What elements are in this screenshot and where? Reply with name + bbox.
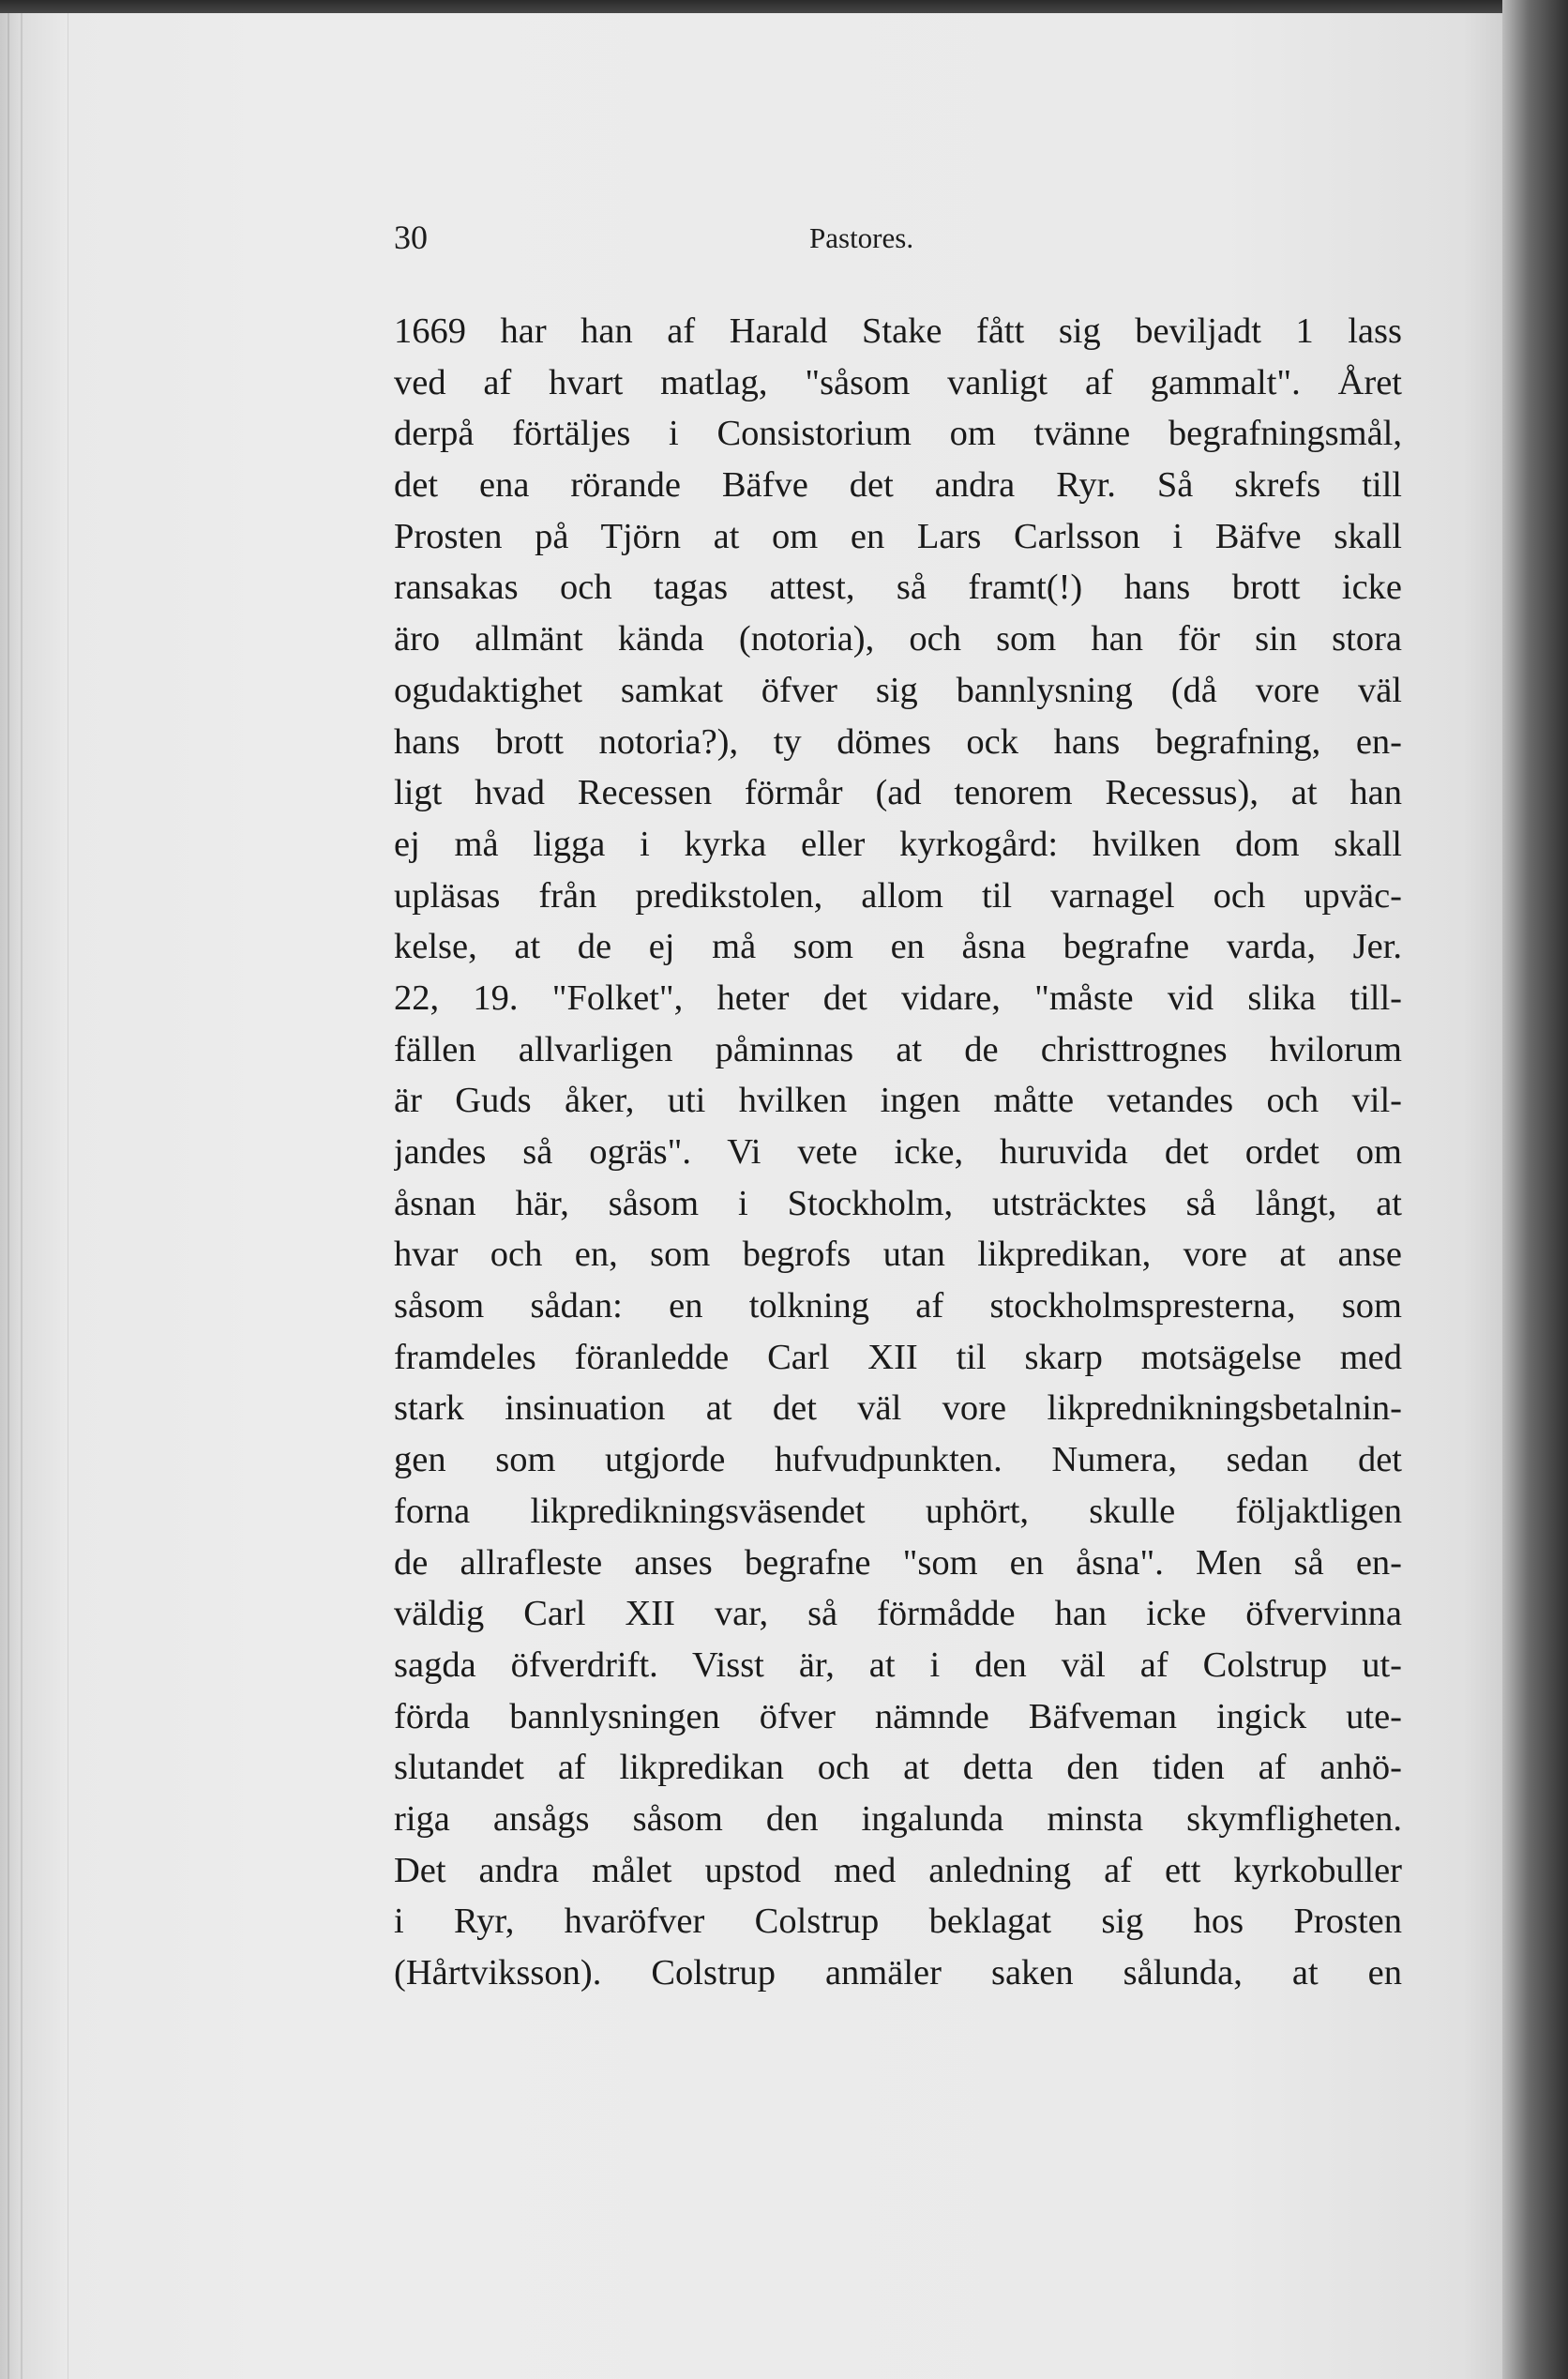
running-head: Pastores.	[809, 221, 914, 254]
text-line: ej må ligga i kyrka eller kyrkogård: hvilken dom skall	[394, 824, 1402, 864]
text-line: åsnan här, såsom i Stockholm, utsträcktes så långt, at	[394, 1183, 1402, 1223]
text-line: derpå förtäljes i Consistorium om tvänne begrafningsmål,	[394, 414, 1402, 454]
text-line: framdeles föranledde Carl XII til skarp motsägelse med	[394, 1337, 1402, 1377]
text-line: 1669 har han af Harald Stake fått sig beviljadt 1 lass	[394, 311, 1402, 351]
text-line: upläsas från predikstolen, allom til varnagel och upväc-	[394, 875, 1402, 916]
body-text	[394, 306, 1402, 1999]
text-line: ogudaktighet samkat öfver sig bannlysning (då vore väl	[394, 670, 1402, 710]
text-line: gen som utgjorde hufvudpunkten. Numera, sedan det	[394, 1440, 1402, 1480]
text-line: (Hårtviksson). Colstrup anmäler saken sålunda, at en	[394, 1953, 1402, 1993]
text-line: i Ryr, hvaröfver Colstrup beklagat sig hos Prosten	[394, 1902, 1402, 1942]
text-line: slutandet af likpredikan och at detta den tiden af anhö-	[394, 1748, 1402, 1788]
text-line: ved af hvart matlag, "såsom vanligt af gammalt". Året	[394, 362, 1402, 402]
text-line: riga ansågs såsom den ingalunda minsta skymfligheten.	[394, 1798, 1402, 1839]
text-line: hvar och en, som begrofs utan likpredikan, vore at anse	[394, 1235, 1402, 1275]
page-header	[394, 218, 1402, 265]
text-line: ransakas och tagas attest, så framt(!) hans brott icke	[394, 568, 1402, 608]
text-line: forna likpredikningsväsendet uphört, skulle följaktligen	[394, 1491, 1402, 1531]
text-line: Prosten på Tjörn at om en Lars Carlsson i Bäfve skall	[394, 516, 1402, 556]
text-line: de allrafleste anses begrafne "som en åsna". Men så en-	[394, 1542, 1402, 1583]
text-line: ligt hvad Recessen förmår (ad tenorem Recessus), at han	[394, 773, 1402, 813]
text-line: 22, 19. "Folket", heter det vidare, "måste vid slika till-	[394, 977, 1402, 1018]
page-number: 30	[394, 219, 428, 256]
text-line: stark insinuation at det väl vore likprednikningsbetalnin-	[394, 1388, 1402, 1429]
text-line: äro allmänt kända (notoria), och som han för sin stora	[394, 619, 1402, 659]
text-line: är Guds åker, uti hvilken ingen måtte vetandes och vil-	[394, 1081, 1402, 1121]
text-line: kelse, at de ej må som en åsna begrafne varda, Jer.	[394, 927, 1402, 967]
scan-right-edge	[1502, 0, 1568, 2379]
text-line: jandes så ogräs". Vi vete icke, huruvida det ordet om	[394, 1132, 1402, 1172]
text-line: förda bannlysningen öfver nämnde Bäfveman ingick ute-	[394, 1696, 1402, 1736]
binding-line	[21, 13, 23, 2379]
text-line: fällen allvarligen påminnas at de christtrognes hvilorum	[394, 1029, 1402, 1069]
text-line: såsom sådan: en tolkning af stockholmspresterna, som	[394, 1286, 1402, 1326]
text-line: sagda öfverdrift. Visst är, at i den väl af Colstrup ut-	[394, 1644, 1402, 1685]
text-line: Det andra målet upstod med anledning af ett kyrkobuller	[394, 1850, 1402, 1890]
binding-line	[8, 13, 9, 2379]
text-line: hans brott notoria?), ty dömes ock hans begrafning, en-	[394, 721, 1402, 762]
text-line: väldig Carl XII var, så förmådde han icke öfvervinna	[394, 1594, 1402, 1634]
text-line: det ena rörande Bäfve det andra Ryr. Så skrefs till	[394, 465, 1402, 506]
